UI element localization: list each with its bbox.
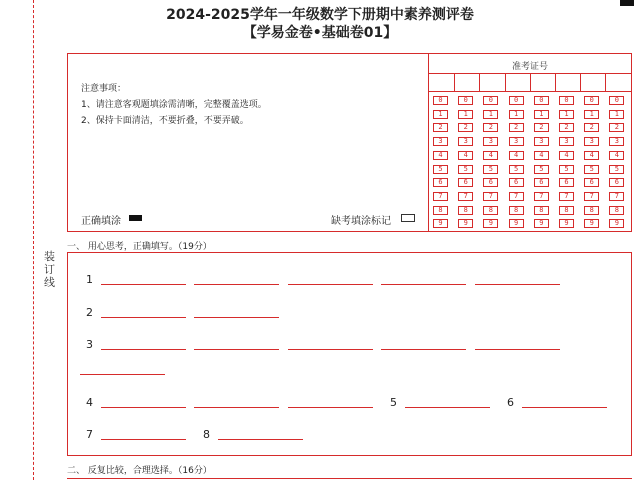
exam-id-title: 准考证号	[511, 62, 548, 72]
exam-id-bubble[interactable]: 3	[509, 137, 524, 146]
exam-id-bubble[interactable]: 6	[534, 178, 549, 187]
exam-id-bubble[interactable]: 1	[609, 110, 624, 119]
answer-blank[interactable]	[194, 284, 279, 285]
exam-id-bubble[interactable]: 5	[584, 165, 599, 174]
exam-id-bubble[interactable]: 5	[458, 165, 473, 174]
exam-id-bubble[interactable]: 0	[483, 96, 498, 105]
exam-id-bubble[interactable]: 1	[584, 110, 599, 119]
exam-id-bubble[interactable]: 6	[509, 178, 524, 187]
absent-mark-checkbox[interactable]	[401, 214, 415, 222]
exam-id-bubble[interactable]: 8	[433, 206, 448, 215]
exam-id-cell-divider	[479, 73, 480, 91]
notice-panel	[67, 53, 632, 232]
exam-id-bubble[interactable]: 4	[483, 151, 498, 160]
exam-id-bubble[interactable]: 4	[534, 151, 549, 160]
exam-id-bubble[interactable]: 0	[584, 96, 599, 105]
exam-id-bubble[interactable]: 7	[483, 192, 498, 201]
question-number: 2	[86, 306, 93, 319]
exam-id-bubble[interactable]: 5	[559, 165, 574, 174]
page-subtitle: 【学易金卷•基础卷01】	[242, 25, 398, 41]
exam-id-bubble[interactable]: 1	[509, 110, 524, 119]
answer-blank[interactable]	[381, 284, 466, 285]
question-number: 6	[507, 396, 514, 409]
exam-id-bubble[interactable]: 9	[433, 219, 448, 228]
exam-id-bubble[interactable]: 8	[609, 206, 624, 215]
exam-id-bubble[interactable]: 5	[509, 165, 524, 174]
exam-id-bubble[interactable]: 2	[609, 123, 624, 132]
exam-id-cell-divider	[454, 73, 455, 91]
exam-id-bubble[interactable]: 3	[559, 137, 574, 146]
exam-id-grid-line	[429, 91, 631, 92]
exam-id-bubble[interactable]: 9	[584, 219, 599, 228]
exam-id-bubble[interactable]: 4	[458, 151, 473, 160]
page-title: 2024-2025学年一年级数学下册期中素养测评卷	[166, 7, 474, 23]
exam-id-bubble[interactable]: 4	[433, 151, 448, 160]
answer-blank[interactable]	[522, 407, 607, 408]
question-number: 8	[203, 428, 210, 441]
answer-blank[interactable]	[218, 439, 303, 440]
exam-id-bubble[interactable]: 8	[534, 206, 549, 215]
exam-id-bubble[interactable]: 2	[509, 123, 524, 132]
answer-blank[interactable]	[101, 407, 186, 408]
exam-id-bubble[interactable]: 9	[534, 219, 549, 228]
absent-mark-label: 缺考填涂标记	[331, 216, 391, 227]
exam-id-cell-divider	[505, 73, 506, 91]
question-number: 5	[390, 396, 397, 409]
answer-blank[interactable]	[475, 349, 560, 350]
exam-id-bubble[interactable]: 8	[584, 206, 599, 215]
exam-id-bubble[interactable]: 7	[584, 192, 599, 201]
exam-id-bubble[interactable]: 3	[584, 137, 599, 146]
answer-area	[67, 252, 632, 456]
section-2-top-border	[67, 478, 632, 479]
exam-id-bubble[interactable]: 9	[509, 219, 524, 228]
exam-id-cell-divider	[555, 73, 556, 91]
exam-id-bubble[interactable]: 5	[534, 165, 549, 174]
exam-id-bubble[interactable]: 1	[534, 110, 549, 119]
answer-blank[interactable]	[80, 374, 165, 375]
section-heading-1: 一、 用心思考，正确填写。（19分）	[67, 242, 212, 252]
exam-id-bubble[interactable]: 2	[458, 123, 473, 132]
exam-id-bubble[interactable]: 8	[559, 206, 574, 215]
exam-id-bubble[interactable]: 8	[483, 206, 498, 215]
exam-id-bubble[interactable]: 0	[559, 96, 574, 105]
answer-blank[interactable]	[288, 349, 373, 350]
exam-id-bubble[interactable]: 3	[483, 137, 498, 146]
exam-id-bubble[interactable]: 2	[534, 123, 549, 132]
exam-id-bubble[interactable]: 4	[609, 151, 624, 160]
exam-id-bubble[interactable]: 2	[559, 123, 574, 132]
exam-id-bubble[interactable]: 2	[584, 123, 599, 132]
exam-id-bubble[interactable]: 9	[458, 219, 473, 228]
exam-id-bubble[interactable]: 3	[458, 137, 473, 146]
exam-id-bubble[interactable]: 7	[609, 192, 624, 201]
binding-dashed-line	[33, 0, 34, 480]
section-heading-2: 二、 反复比较，合理选择。（16分）	[67, 466, 212, 476]
answer-blank[interactable]	[381, 349, 466, 350]
exam-id-bubble[interactable]: 8	[509, 206, 524, 215]
exam-id-bubble[interactable]: 6	[584, 178, 599, 187]
binding-label: 装订线	[44, 250, 55, 289]
exam-id-bubble[interactable]: 9	[483, 219, 498, 228]
exam-id-divider	[428, 54, 429, 231]
exam-id-bubble[interactable]: 1	[433, 110, 448, 119]
exam-id-cell-divider	[580, 73, 581, 91]
answer-blank[interactable]	[101, 284, 186, 285]
notice-item: 1、请注意客观题填涂需清晰，完整覆盖选项。	[81, 100, 267, 110]
exam-id-bubble[interactable]: 6	[433, 178, 448, 187]
exam-id-bubble[interactable]: 0	[433, 96, 448, 105]
notice-title: 注意事项：	[81, 84, 127, 94]
exam-id-bubble[interactable]: 6	[458, 178, 473, 187]
answer-blank[interactable]	[288, 407, 373, 408]
question-number: 7	[86, 428, 93, 441]
exam-id-bubble[interactable]: 0	[609, 96, 624, 105]
exam-id-bubble[interactable]: 3	[609, 137, 624, 146]
exam-id-bubble[interactable]: 3	[433, 137, 448, 146]
answer-blank[interactable]	[475, 284, 560, 285]
exam-id-bubble[interactable]: 9	[559, 219, 574, 228]
exam-id-bubble[interactable]: 6	[609, 178, 624, 187]
exam-id-bubble[interactable]: 0	[458, 96, 473, 105]
exam-id-bubble[interactable]: 7	[509, 192, 524, 201]
exam-id-bubble[interactable]: 7	[534, 192, 549, 201]
question-number: 4	[86, 396, 93, 409]
exam-id-bubble[interactable]: 1	[458, 110, 473, 119]
answer-blank[interactable]	[405, 407, 490, 408]
question-number: 3	[86, 338, 93, 351]
answer-blank[interactable]	[194, 317, 279, 318]
exam-id-cell-divider	[605, 73, 606, 91]
exam-id-bubble[interactable]: 5	[483, 165, 498, 174]
exam-id-bubble[interactable]: 5	[433, 165, 448, 174]
exam-id-bubble[interactable]: 9	[609, 219, 624, 228]
exam-id-bubble[interactable]: 6	[559, 178, 574, 187]
exam-id-bubble[interactable]: 8	[458, 206, 473, 215]
exam-id-bubble[interactable]: 0	[534, 96, 549, 105]
exam-id-bubble[interactable]: 7	[559, 192, 574, 201]
exam-id-bubble[interactable]: 4	[584, 151, 599, 160]
answer-blank[interactable]	[101, 317, 186, 318]
answer-blank[interactable]	[101, 439, 186, 440]
answer-blank[interactable]	[288, 284, 373, 285]
exam-id-bubble[interactable]: 7	[458, 192, 473, 201]
correct-fill-swatch	[129, 215, 142, 221]
exam-id-cell-divider	[530, 73, 531, 91]
exam-id-bubble[interactable]: 2	[483, 123, 498, 132]
exam-id-bubble[interactable]: 4	[559, 151, 574, 160]
answer-blank[interactable]	[101, 349, 186, 350]
question-number: 1	[86, 273, 93, 286]
exam-id-bubble[interactable]: 5	[609, 165, 624, 174]
exam-id-bubble[interactable]: 4	[509, 151, 524, 160]
exam-id-bubble[interactable]: 7	[433, 192, 448, 201]
exam-id-bubble[interactable]: 1	[483, 110, 498, 119]
exam-id-bubble[interactable]: 0	[509, 96, 524, 105]
exam-id-bubble[interactable]: 3	[534, 137, 549, 146]
exam-id-bubble[interactable]: 6	[483, 178, 498, 187]
answer-blank[interactable]	[194, 407, 279, 408]
correct-fill-label: 正确填涂	[81, 216, 121, 227]
exam-id-bubble[interactable]: 1	[559, 110, 574, 119]
notice-item: 2、保持卡面清洁，不要折叠，不要弄破。	[81, 116, 249, 126]
answer-blank[interactable]	[194, 349, 279, 350]
exam-id-bubble[interactable]: 2	[433, 123, 448, 132]
